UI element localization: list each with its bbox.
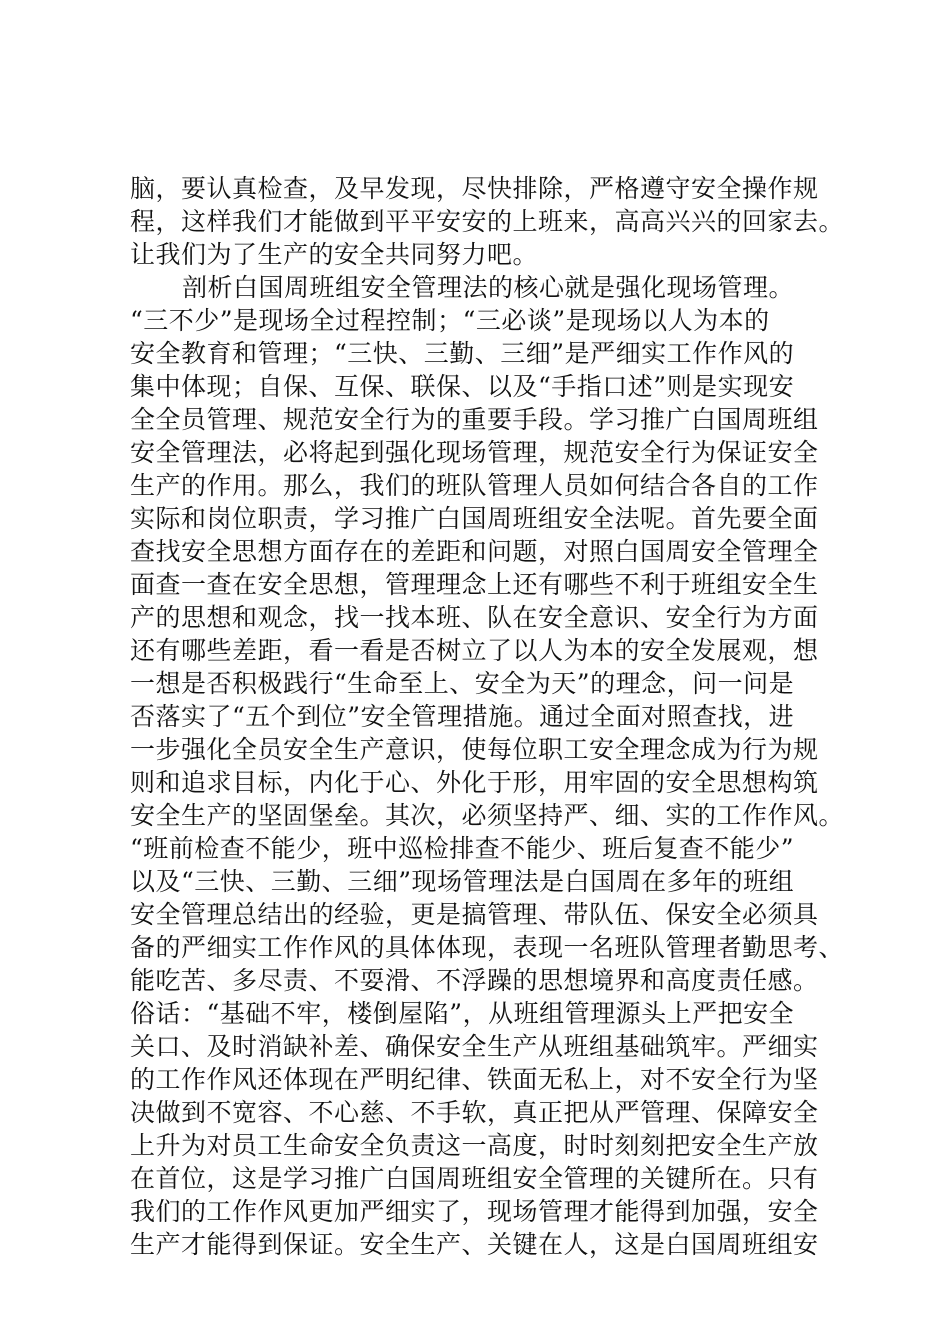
text-line: 一步强化全员安全生产意识，使每位职工安全理念成为行为规	[130, 735, 819, 764]
text-line: 能吃苦、多尽责、不耍滑、不浮躁的思想境界和高度责任感。	[130, 966, 819, 995]
text-line: 在首位，这是学习推广白国周班组安全管理的关键所在。只有	[130, 1164, 819, 1193]
text-line: 否落实了“五个到位”安全管理措施。通过全面对照查找，进	[130, 702, 795, 731]
text-line: 的工作作风还体现在严明纪律、铁面无私上，对不安全行为坚	[130, 1065, 819, 1094]
text-line: 集中体现；自保、互保、联保、以及“手指口述”则是实现安	[130, 372, 795, 401]
text-line: 以及“三快、三勤、三细”现场管理法是白国周在多年的班组	[130, 867, 795, 896]
text-line: 安全管理总结出的经验，更是搞管理、带队伍、保安全必须具	[130, 900, 819, 929]
text-line: 俗话：“基础不牢，楼倒屋陷”，从班组管理源头上严把安全	[130, 999, 795, 1028]
text-line: 生产的作用。那么，我们的班队管理人员如何结合各自的工作	[130, 471, 819, 500]
text-line: 让我们为了生产的安全共同努力吧。	[130, 240, 539, 269]
text-line: 安全生产的坚固堡垒。其次，必须坚持严、细、实的工作作风。	[130, 801, 845, 830]
text-line: 决做到不宽容、不心慈、不手软，真正把从严管理、保障安全	[130, 1098, 819, 1127]
text-line: 则和追求目标，内化于心、外化于形，用牢固的安全思想构筑	[130, 768, 819, 797]
text-line: 关口、及时消缺补差、确保安全生产从班组基础筑牢。严细实	[130, 1032, 819, 1061]
text-line: 面查一查在安全思想，管理理念上还有哪些不利于班组安全生	[130, 570, 819, 599]
body-text	[130, 172, 850, 1261]
text-line: 查找安全思想方面存在的差距和问题，对照白国周安全管理全	[130, 537, 819, 566]
text-line: 脑，要认真检查，及早发现，尽快排除，严格遵守安全操作规	[130, 174, 819, 203]
text-line: 实际和岗位职责，学习推广白国周班组安全法呢。首先要全面	[130, 504, 819, 533]
text-line: 全全员管理、规范安全行为的重要手段。学习推广白国周班组	[130, 405, 819, 434]
text-line: 安全管理法，必将起到强化现场管理，规范安全行为保证安全	[130, 438, 819, 467]
text-line: 程，这样我们才能做到平平安安的上班来，高高兴兴的回家去。	[130, 207, 845, 236]
text-line: 上升为对员工生命安全负责这一高度，时时刻刻把安全生产放	[130, 1131, 819, 1160]
text-line: “三不少”是现场全过程控制；“三必谈”是现场以人为本的	[130, 306, 770, 335]
text-line: 我们的工作作风更加严细实了，现场管理才能得到加强，安全	[130, 1197, 819, 1226]
paragraph-start-line: 剖析白国周班组安全管理法的核心就是强化现场管理。	[182, 273, 795, 302]
text-line: 一想是否积极践行“生命至上、安全为天”的理念，问一问是	[130, 669, 795, 698]
text-line: “班前检查不能少，班中巡检排查不能少、班后复查不能少”	[130, 834, 795, 863]
text-line: 产的思想和观念，找一找本班、队在安全意识、安全行为方面	[130, 603, 819, 632]
text-line: 还有哪些差距，看一看是否树立了以人为本的安全发展观，想	[130, 636, 819, 665]
text-line: 生产才能得到保证。安全生产、关键在人，这是白国周班组安	[130, 1230, 819, 1259]
text-line: 备的严细实工作作风的具体体现，表现一名班队管理者勤思考、	[130, 933, 845, 962]
text-line: 安全教育和管理；“三快、三勤、三细”是严细实工作作风的	[130, 339, 795, 368]
